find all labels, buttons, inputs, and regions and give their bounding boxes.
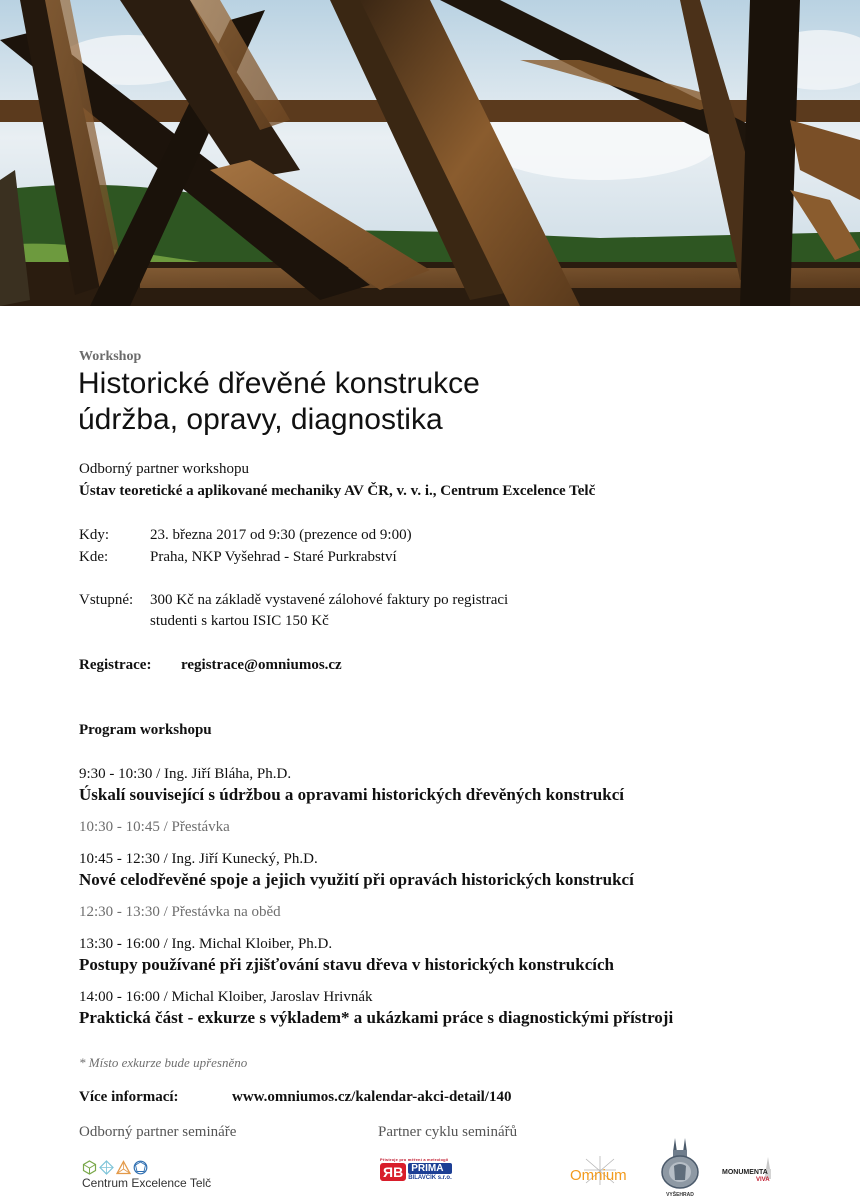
program-slot-break: [79, 904, 281, 921]
title-line-1: Historické dřevěné konstrukce: [78, 367, 480, 400]
fee-value-line-1: 300 Kč na základě vystavené zálohové faktury po registraci: [150, 592, 509, 608]
program-slot: [79, 936, 614, 975]
monumenta-vivia-logo: [722, 1155, 778, 1189]
registration-row: [79, 657, 342, 674]
registration-email-link[interactable]: registrace@omniumos.cz: [181, 657, 342, 673]
fee-value-line-2: studenti s kartou ISIC 150 Kč: [150, 613, 329, 629]
slot-break-time: 12:30 - 13:30 / Přestávka na oběd: [79, 904, 281, 920]
slot-topic: Úskalí související s údržbou a opravami historických dřevěných konstrukcí: [79, 785, 624, 804]
when-value: 23. března 2017 od 9:30 (prezence od 9:00): [150, 527, 412, 543]
vysehrad-caption: VYŠEHRAD: [666, 1192, 694, 1198]
slot-topic: Nové celodřevěné spoje a jejich využití při opravách historických konstrukcí: [79, 870, 634, 889]
prima-bilavcik-logo: [380, 1157, 472, 1187]
prima-tagline: Přístroje pro měření a metrologii: [380, 1157, 449, 1162]
more-info-row: [79, 1089, 511, 1106]
slot-time-speaker: 13:30 - 16:00 / Ing. Michal Kloiber, Ph.D.: [79, 936, 333, 952]
slot-time-speaker: 14:00 - 16:00 / Michal Kloiber, Jaroslav Hrivnák: [79, 989, 373, 1005]
partner-label: Odborný partner workshopu: [79, 461, 249, 477]
where-label: Kde:: [79, 549, 109, 565]
series-partner-label: Partner cyklu seminářů: [378, 1124, 518, 1140]
monumenta-subtext: VIVA: [756, 1177, 770, 1183]
centrum-excelence-telc-logo: [82, 1160, 212, 1192]
where-value: Praha, NKP Vyšehrad - Staré Purkrabství: [150, 549, 397, 565]
footnote: * Místo exkurze bude upřesněno: [79, 1055, 248, 1070]
hero-photo: [0, 0, 860, 306]
where-row: [79, 549, 397, 566]
fee-row: [79, 592, 508, 630]
slot-time-speaker: 9:30 - 10:30 / Ing. Jiří Bláha, Ph.D.: [79, 766, 292, 782]
fee-label: Vstupné:: [79, 592, 134, 608]
omnium-logo-text: Omnium: [570, 1167, 627, 1184]
title-line-2: údržba, opravy, diagnostika: [78, 403, 443, 436]
cet-logo-text: Centrum Excelence Telč: [82, 1176, 212, 1190]
cet-shapes-icon: [82, 1160, 212, 1175]
prima-brand: PRIMA: [408, 1163, 452, 1174]
program-slot: [79, 766, 624, 805]
program-heading: Program workshopu: [79, 722, 212, 738]
prima-mark-icon: ЯB: [380, 1163, 406, 1181]
program-slot: [79, 851, 634, 890]
when-row: [79, 527, 412, 544]
event-type-label: Workshop: [79, 349, 142, 364]
slot-break-time: 10:30 - 10:45 / Přestávka: [79, 819, 230, 835]
when-label: Kdy:: [79, 527, 109, 543]
program-slot-break: [79, 819, 230, 836]
expert-partner-label: Odborný partner semináře: [79, 1124, 237, 1140]
partner-name: Ústav teoretické a aplikované mechaniky AV ČR, v. v. i., Centrum Excelence Telč: [79, 483, 596, 499]
page-title: [78, 366, 480, 438]
monumenta-text: MONUMENTA: [722, 1169, 768, 1176]
vysehrad-seal-icon: [658, 1136, 702, 1190]
more-info-label: Více informací:: [79, 1089, 179, 1105]
slot-topic: Postupy používané při zjišťování stavu dřeva v historických konstrukcích: [79, 955, 614, 974]
program-slot: [79, 989, 673, 1028]
wooden-truss-illustration: [0, 0, 860, 306]
slot-topic: Praktická část - exkurze s výkladem* a ukázkami práce s diagnostickými přístroji: [79, 1008, 674, 1027]
prima-sub: BILAVČÍK s.r.o.: [408, 1175, 452, 1181]
more-info-link[interactable]: www.omniumos.cz/kalendar-akci-detail/140: [232, 1089, 512, 1105]
slot-time-speaker: 10:45 - 12:30 / Ing. Jiří Kunecký, Ph.D.: [79, 851, 318, 867]
vysehrad-logo: [658, 1136, 702, 1198]
registration-label: Registrace:: [79, 657, 152, 673]
omnium-logo: [570, 1155, 634, 1189]
fee-value: [150, 592, 508, 630]
